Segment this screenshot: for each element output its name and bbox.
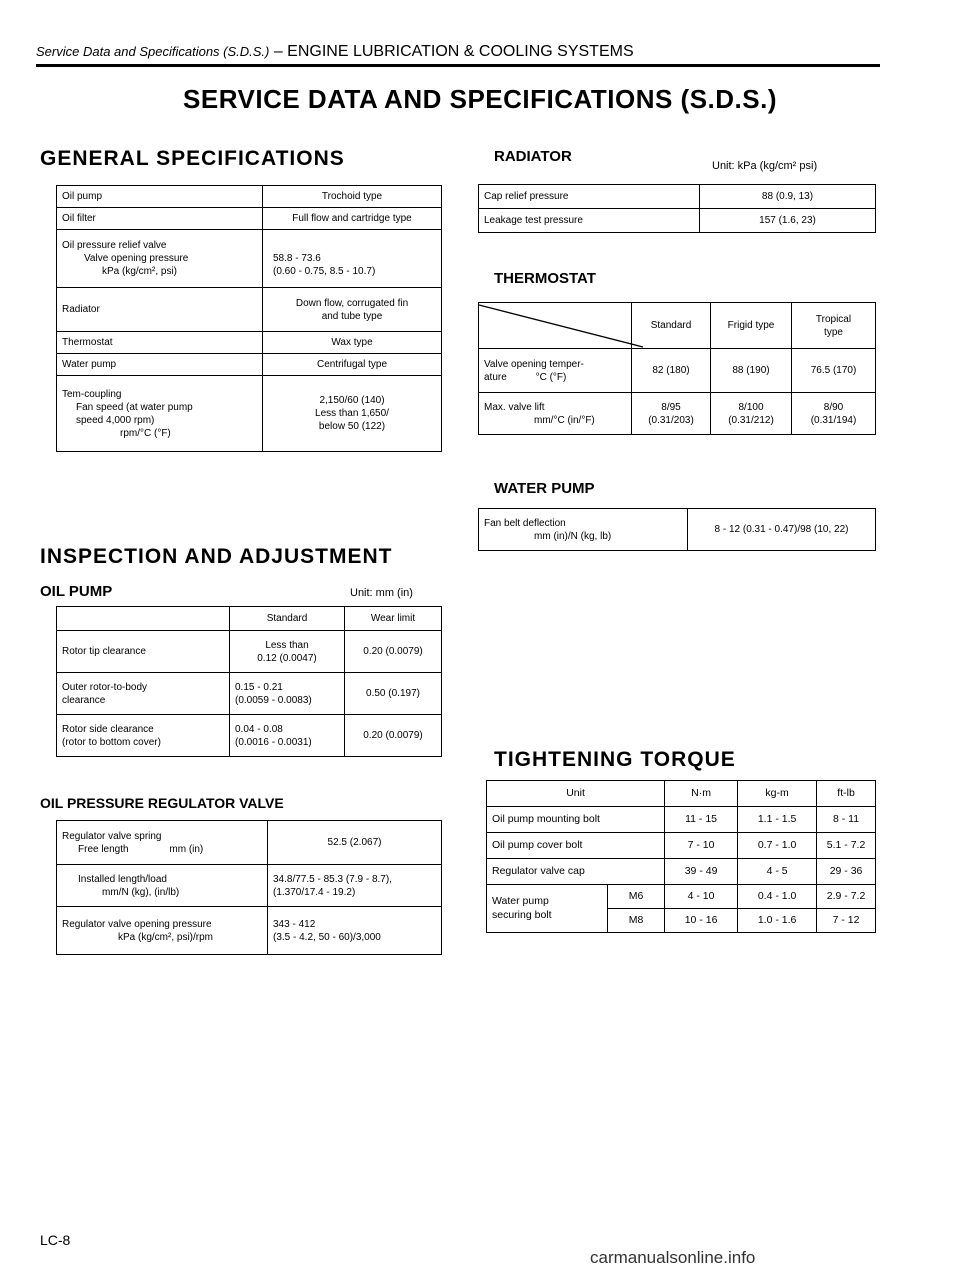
value-line: (0.31/212) bbox=[728, 414, 774, 426]
row-item: Oil pump cover bolt bbox=[487, 833, 665, 859]
row-value: Full flow and cartridge type bbox=[263, 208, 442, 230]
header-chapter: – ENGINE LUBRICATION & COOLING SYSTEMS bbox=[269, 43, 634, 60]
row-nm: 4 - 10 bbox=[665, 885, 738, 909]
table-row bbox=[487, 781, 876, 807]
regulator-valve-heading: OIL PRESSURE REGULATOR VALVE bbox=[40, 795, 284, 811]
table-row bbox=[57, 821, 442, 865]
row-item bbox=[57, 376, 263, 452]
row-wear: 0.50 (0.197) bbox=[345, 673, 442, 715]
radiator-heading: RADIATOR bbox=[494, 148, 572, 165]
value-line: 343 - 412 bbox=[273, 918, 316, 930]
table-row bbox=[479, 393, 876, 435]
oil-pump-heading: OIL PUMP bbox=[40, 583, 113, 600]
item-line: (rotor to bottom cover) bbox=[62, 736, 161, 748]
table-row bbox=[57, 332, 442, 354]
row-wear: 0.20 (0.0079) bbox=[345, 715, 442, 757]
table-row bbox=[487, 807, 876, 833]
col-nm: N·m bbox=[665, 781, 738, 807]
item-sub: Installed length/load bbox=[78, 873, 167, 885]
col-unit: Unit bbox=[487, 781, 665, 807]
row-value: 8 - 12 (0.31 - 0.47)/98 (10, 22) bbox=[688, 509, 876, 551]
table-row bbox=[487, 859, 876, 885]
row-value-line: and tube type bbox=[321, 310, 383, 322]
item-line: Max. valve lift bbox=[484, 401, 545, 413]
row-nm: 39 - 49 bbox=[665, 859, 738, 885]
item-line: Regulator valve opening pressure bbox=[62, 918, 212, 930]
row-value: 88 (0.9, 13) bbox=[700, 185, 876, 209]
std-line: Less than bbox=[265, 639, 309, 651]
item-line: Valve opening temper- bbox=[484, 358, 584, 370]
row-value bbox=[263, 288, 442, 332]
water-pump-table bbox=[478, 508, 876, 551]
item-unit: °C (°F) bbox=[535, 371, 567, 383]
row-frigid: 88 (190) bbox=[711, 349, 792, 393]
tightening-torque-heading: TIGHTENING TORQUE bbox=[494, 748, 736, 771]
diagonal-corner-cell bbox=[479, 303, 632, 349]
row-item bbox=[57, 230, 263, 288]
row-item-sub: speed 4,000 rpm) bbox=[76, 414, 155, 426]
water-pump-heading: WATER PUMP bbox=[494, 480, 595, 497]
row-item: Cap relief pressure bbox=[479, 185, 700, 209]
row-kgm: 0.4 - 1.0 bbox=[738, 885, 817, 909]
row-item bbox=[57, 715, 230, 757]
thermostat-table bbox=[478, 302, 876, 435]
row-wear: 0.20 (0.0079) bbox=[345, 631, 442, 673]
item-line: Fan belt deflection bbox=[484, 517, 566, 529]
row-item: Thermostat bbox=[57, 332, 263, 354]
col-standard: Standard bbox=[230, 607, 345, 631]
table-row bbox=[57, 673, 442, 715]
row-kgm: 4 - 5 bbox=[738, 859, 817, 885]
oil-pump-unit: Unit: mm (in) bbox=[350, 587, 413, 599]
row-tropical bbox=[792, 393, 876, 435]
row-kgm: 1.0 - 1.6 bbox=[738, 909, 817, 933]
table-row bbox=[57, 715, 442, 757]
item-sub: Free length bbox=[78, 843, 129, 855]
value-line: (0.31/194) bbox=[810, 414, 857, 426]
row-standard bbox=[230, 673, 345, 715]
radiator-unit: Unit: kPa (kg/cm² psi) bbox=[712, 160, 818, 172]
table-row bbox=[57, 631, 442, 673]
row-item: Oil filter bbox=[57, 208, 263, 230]
row-ftlb: 5.1 - 7.2 bbox=[817, 833, 876, 859]
row-item-sub: Valve opening pressure bbox=[84, 253, 189, 264]
value-line: 8/90 bbox=[823, 401, 844, 413]
general-specifications-heading: GENERAL SPECIFICATIONS bbox=[40, 147, 345, 170]
item-line: Water pump bbox=[492, 894, 549, 907]
std-line: 0.12 (0.0047) bbox=[257, 652, 317, 664]
row-size: M8 bbox=[608, 909, 665, 933]
item-line: securing bolt bbox=[492, 908, 552, 921]
table-row bbox=[479, 303, 876, 349]
row-value bbox=[268, 865, 442, 907]
table-row bbox=[479, 185, 876, 209]
row-item: Radiator bbox=[57, 288, 263, 332]
row-nm: 11 - 15 bbox=[665, 807, 738, 833]
radiator-table bbox=[478, 184, 876, 233]
col-frigid: Frigid type bbox=[711, 303, 792, 349]
header-rule bbox=[36, 64, 880, 67]
row-item: Oil pump mounting bolt bbox=[487, 807, 665, 833]
row-value-line: (0.60 - 0.75, 8.5 - 10.7) bbox=[273, 266, 376, 277]
row-item-unit: rpm/°C (°F) bbox=[120, 427, 171, 439]
row-size: M6 bbox=[608, 885, 665, 909]
std-line: 0.04 - 0.08 bbox=[235, 723, 283, 735]
row-value bbox=[263, 376, 442, 452]
row-ftlb: 7 - 12 bbox=[817, 909, 876, 933]
row-item: Leakage test pressure bbox=[479, 209, 700, 233]
row-value-line: below 50 (122) bbox=[318, 421, 386, 432]
row-standard: 82 (180) bbox=[632, 349, 711, 393]
page-number: LC-8 bbox=[40, 1232, 71, 1248]
row-value bbox=[268, 907, 442, 955]
table-row bbox=[57, 376, 442, 452]
row-item bbox=[57, 821, 268, 865]
table-row bbox=[57, 186, 442, 208]
row-value-line: 58.8 - 73.6 bbox=[273, 253, 321, 264]
row-kgm: 0.7 - 1.0 bbox=[738, 833, 817, 859]
row-ftlb: 2.9 - 7.2 bbox=[817, 885, 876, 909]
table-row bbox=[57, 288, 442, 332]
row-item: Regulator valve cap bbox=[487, 859, 665, 885]
table-row bbox=[57, 907, 442, 955]
item-line: Rotor side clearance bbox=[62, 723, 154, 735]
value-line: 34.8/77.5 - 85.3 (7.9 - 8.7), bbox=[273, 873, 392, 885]
std-line: 0.15 - 0.21 bbox=[235, 681, 283, 693]
row-item-unit: kPa (kg/cm², psi) bbox=[102, 266, 178, 277]
table-row bbox=[479, 509, 876, 551]
row-value: Centrifugal type bbox=[263, 354, 442, 376]
watermark: carmanualsonline.info bbox=[590, 1248, 756, 1267]
table-row bbox=[57, 354, 442, 376]
std-line: (0.0016 - 0.0031) bbox=[235, 736, 312, 748]
col-wear-limit: Wear limit bbox=[345, 607, 442, 631]
col-ftlb: ft-lb bbox=[817, 781, 876, 807]
row-item-sub: Fan speed (at water pump bbox=[76, 401, 193, 413]
col-tropical-line: Tropical bbox=[815, 313, 852, 325]
running-header bbox=[36, 43, 634, 61]
item-unit: mm (in)/N (kg, lb) bbox=[534, 530, 612, 542]
table-row bbox=[57, 607, 442, 631]
row-value: 52.5 (2.067) bbox=[268, 821, 442, 865]
oil-pump-table bbox=[56, 606, 442, 757]
row-standard bbox=[230, 631, 345, 673]
col-tropical bbox=[792, 303, 876, 349]
row-nm: 10 - 16 bbox=[665, 909, 738, 933]
item-unit: kPa (kg/cm², psi)/rpm bbox=[118, 931, 214, 943]
row-item bbox=[479, 509, 688, 551]
item-line: Regulator valve spring bbox=[62, 830, 162, 842]
table-row bbox=[487, 885, 876, 909]
header-blank bbox=[57, 607, 230, 631]
row-ftlb: 8 - 11 bbox=[817, 807, 876, 833]
row-item bbox=[487, 885, 608, 933]
row-value bbox=[263, 230, 442, 288]
row-item: Rotor tip clearance bbox=[57, 631, 230, 673]
col-tropical-line: type bbox=[824, 326, 843, 338]
row-standard bbox=[632, 393, 711, 435]
row-value-line: Down flow, corrugated fin bbox=[295, 297, 409, 309]
item-line: Outer rotor-to-body bbox=[62, 681, 148, 693]
table-row bbox=[57, 865, 442, 907]
value-line: 8/95 bbox=[661, 401, 681, 413]
col-kgm: kg-m bbox=[738, 781, 817, 807]
row-value-line: Less than 1,650/ bbox=[315, 408, 389, 419]
row-item bbox=[479, 393, 632, 435]
row-item bbox=[57, 907, 268, 955]
table-row bbox=[479, 349, 876, 393]
table-row bbox=[57, 208, 442, 230]
table-row bbox=[487, 833, 876, 859]
page-title: SERVICE DATA AND SPECIFICATIONS (S.D.S.) bbox=[183, 84, 777, 114]
thermostat-heading: THERMOSTAT bbox=[494, 270, 596, 287]
table-row bbox=[57, 230, 442, 288]
row-nm: 7 - 10 bbox=[665, 833, 738, 859]
item-unit: mm/N (kg), (in/lb) bbox=[102, 886, 180, 898]
row-standard bbox=[230, 715, 345, 757]
row-item bbox=[57, 673, 230, 715]
item-line: clearance bbox=[62, 694, 106, 706]
row-frigid bbox=[711, 393, 792, 435]
row-kgm: 1.1 - 1.5 bbox=[738, 807, 817, 833]
row-value: 157 (1.6, 23) bbox=[700, 209, 876, 233]
row-item bbox=[479, 349, 632, 393]
item-line: ature bbox=[484, 371, 507, 383]
row-item-label: Tem-coupling bbox=[62, 388, 122, 400]
value-line: (3.5 - 4.2, 50 - 60)/3,000 bbox=[273, 931, 381, 943]
value-line: 8/100 bbox=[738, 401, 764, 413]
general-specifications-table bbox=[56, 185, 442, 452]
value-line: (0.31/203) bbox=[648, 414, 694, 426]
row-ftlb: 29 - 36 bbox=[817, 859, 876, 885]
value-line: (1.370/17.4 - 19.2) bbox=[273, 886, 356, 898]
row-item: Water pump bbox=[57, 354, 263, 376]
diagonal-line bbox=[479, 303, 643, 349]
std-line: (0.0059 - 0.0083) bbox=[235, 694, 312, 706]
row-item-label: Oil pressure relief valve bbox=[62, 240, 167, 251]
row-tropical: 76.5 (170) bbox=[792, 349, 876, 393]
header-section: Service Data and Specifications (S.D.S.) bbox=[36, 44, 270, 59]
row-value-line: 2,150/60 (140) bbox=[319, 395, 385, 406]
col-standard: Standard bbox=[632, 303, 711, 349]
row-value: Wax type bbox=[263, 332, 442, 354]
item-unit: mm (in) bbox=[169, 843, 204, 855]
tightening-torque-table bbox=[486, 780, 876, 933]
row-item bbox=[57, 865, 268, 907]
table-row bbox=[479, 209, 876, 233]
row-item: Oil pump bbox=[57, 186, 263, 208]
item-unit: mm/°C (in/°F) bbox=[534, 414, 595, 426]
regulator-valve-table bbox=[56, 820, 442, 955]
inspection-adjustment-heading: INSPECTION AND ADJUSTMENT bbox=[40, 545, 393, 568]
row-value: Trochoid type bbox=[263, 186, 442, 208]
